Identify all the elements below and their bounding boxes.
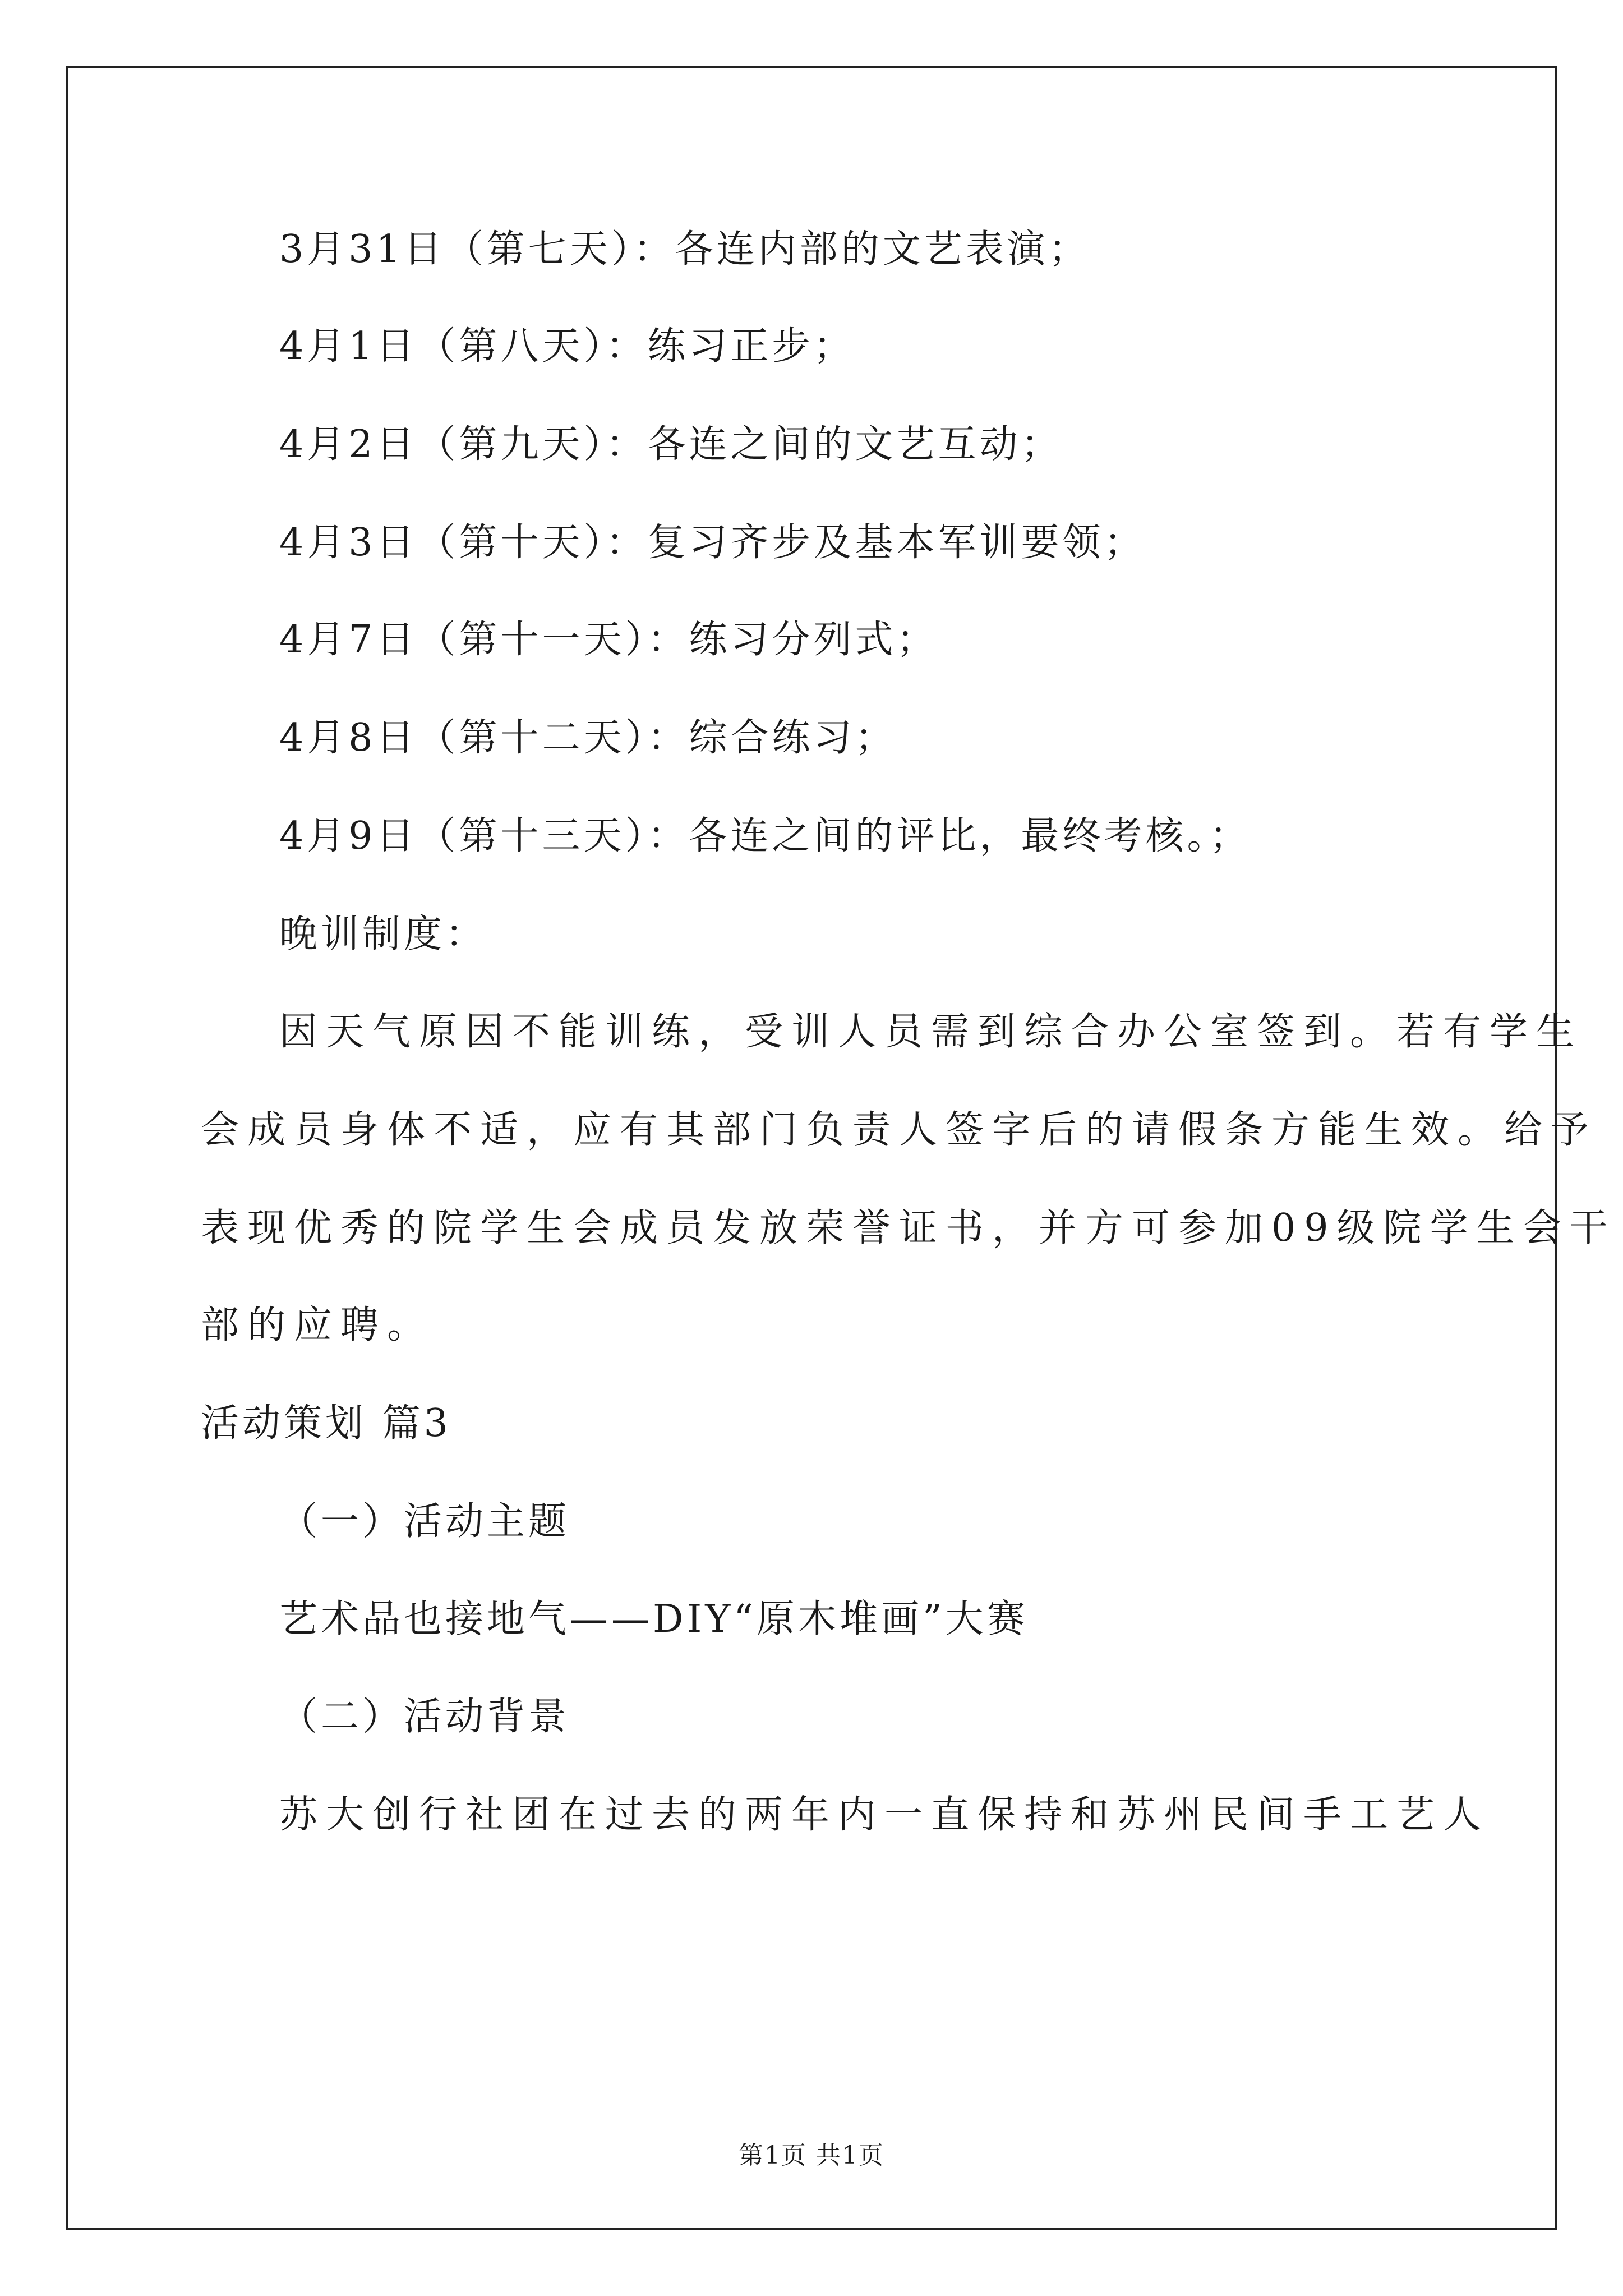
schedule-item: 4月9日（第十三天）：各连之间的评比，最终考核。； [279,814,1251,858]
subsection-text: 苏大创行社团在过去的两年内一直保持和苏州民间手工艺人 [279,1793,1490,1837]
evening-heading: 晚训制度： [279,912,487,956]
paragraph-line: 部的应聘。 [201,1303,434,1347]
subsection-text: 艺术品也接地气——DIY“原木堆画”大赛 [279,1597,1029,1641]
page-footer: 第1页 共1页 [739,2141,884,2170]
subsection-heading: （一）活动主题 [279,1499,570,1544]
schedule-item: 4月8日（第十二天）：综合练习； [279,716,897,760]
schedule-item: 3月31日（第七天）：各连内部的文艺表演； [279,227,1090,272]
schedule-item: 4月1日（第八天）：练习正步； [279,324,855,369]
schedule-item: 4月2日（第九天）：各连之间的文艺互动； [279,422,1063,467]
schedule-item: 4月3日（第十天）：复习齐步及基本军训要领； [279,521,1146,565]
paragraph-line: 表现优秀的院学生会成员发放荣誉证书，并方可参加09级院学生会干 [201,1206,1616,1250]
paragraph-line: 会成员身体不适，应有其部门负责人签字后的请假条方能生效。给予 [201,1108,1598,1152]
subsection-heading: （二）活动背景 [279,1695,570,1739]
section-title: 活动策划 篇3 [201,1401,451,1446]
schedule-item: 4月7日（第十一天）：练习分列式； [279,618,938,662]
paragraph-line: 因天气原因不能训练，受训人员需到综合办公室签到。若有学生 [279,1010,1583,1054]
